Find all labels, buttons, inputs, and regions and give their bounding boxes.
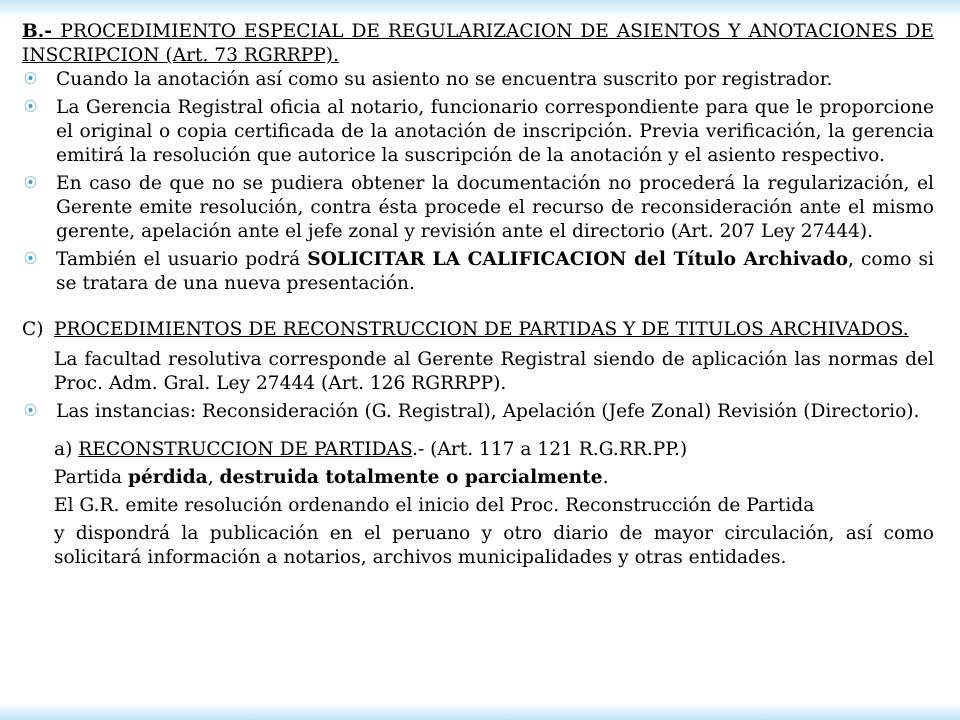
subsection-a-suffix: .- (Art. 117 a 121 R.G.RR.PP.) <box>412 439 688 460</box>
partida-period: . <box>602 467 609 488</box>
circle-dot-bullet-icon: ⦿ <box>24 252 38 267</box>
bullet-4-text-start: También el usuario podrá <box>56 249 308 270</box>
partida-comma: , <box>207 467 220 488</box>
subsection-a-prefix: a) <box>54 439 79 460</box>
circle-dot-bullet-icon: ⦿ <box>24 100 38 115</box>
list-item <box>22 400 934 424</box>
partida-destruida: destruida totalmente o parcialmente <box>219 467 603 488</box>
section-c-title-wrap <box>54 318 934 342</box>
gr-resolution-line: El G.R. emite resolución ordenando el inicio del Proc. Reconstrucción de Partida <box>54 495 815 516</box>
partida-line <box>22 466 934 490</box>
spacer <box>22 300 934 318</box>
list-item <box>22 248 934 296</box>
bullet-4-text-end: , como si se tratara de una nueva presentación. <box>56 249 934 294</box>
slide-content <box>22 20 934 570</box>
subsection-a-heading <box>22 438 934 462</box>
section-b-bullet-2: La Gerencia Registral oficia al notario, funcionario correspondiente para que le proporcione el original o copia certificada de la anotación de inscripción. Previa verificación, la gerencia emitirá la resolución que autorice la suscripción de la anotación y el asiento respectivo. <box>56 97 934 166</box>
section-b-bullet-3: En caso de que no se pudiera obtener la documentación no procederá la regularización, el Gerente emite resolución, contra ésta procede el recurso de reconsideración ante el mismo gerente, apelación ante el jefe zonal y revisión ante el directorio (Art. 207 Ley 27444). <box>56 173 934 242</box>
section-c-heading <box>22 318 934 342</box>
circle-dot-bullet-icon: ⦿ <box>24 176 38 191</box>
partida-perdida: pérdida <box>127 467 208 488</box>
bullet-4-text-bold: SOLICITAR LA CALIFICACION del Título Archivado <box>307 249 849 270</box>
section-b-prefix: B.- <box>22 21 61 42</box>
circle-dot-bullet-icon: ⦿ <box>24 404 38 419</box>
subsection-a-title: RECONSTRUCCION DE PARTIDAS <box>78 439 413 460</box>
section-b-bullet-1: Cuando la anotación así como su asiento no se encuentra suscrito por registrador. <box>56 69 833 90</box>
section-b-title: PROCEDIMIENTO ESPECIAL DE REGULARIZACION DE ASIENTOS Y ANOTACIONES DE INSCRIPCION (Art. 73 RGRRPP). <box>22 21 934 66</box>
section-b-bullet-4 <box>56 248 934 296</box>
section-c-paragraph-1: La facultad resolutiva corresponde al Gerente Registral siendo de aplicación las normas del Proc. Adm. Gral. Ley 27444 (Art. 126 RGRRPP). <box>54 349 934 394</box>
section-c-title: PROCEDIMIENTOS DE RECONSTRUCCION DE PARTIDAS Y DE TITULOS ARCHIVADOS <box>54 319 903 340</box>
section-c-label: C) <box>22 319 44 340</box>
publication-line: y dispondrá la publicación en el peruano y otro diario de mayor circulación, así como solicitará información a notarios, archivos municipalidades y otras entidades. <box>54 523 934 568</box>
section-b-heading <box>22 20 934 68</box>
partida-text: Partida <box>54 467 128 488</box>
section-c-bullet-1: Las instancias: Reconsideración (G. Registral), Apelación (Jefe Zonal) Revisión (Directorio). <box>56 401 920 422</box>
slide-top-border <box>0 0 960 18</box>
list-item <box>22 172 934 244</box>
section-c-title-end: . <box>902 319 909 340</box>
slide-bottom-border <box>0 704 960 720</box>
list-item <box>22 96 934 168</box>
circle-dot-bullet-icon: ⦿ <box>24 72 38 87</box>
list-item <box>22 68 934 92</box>
